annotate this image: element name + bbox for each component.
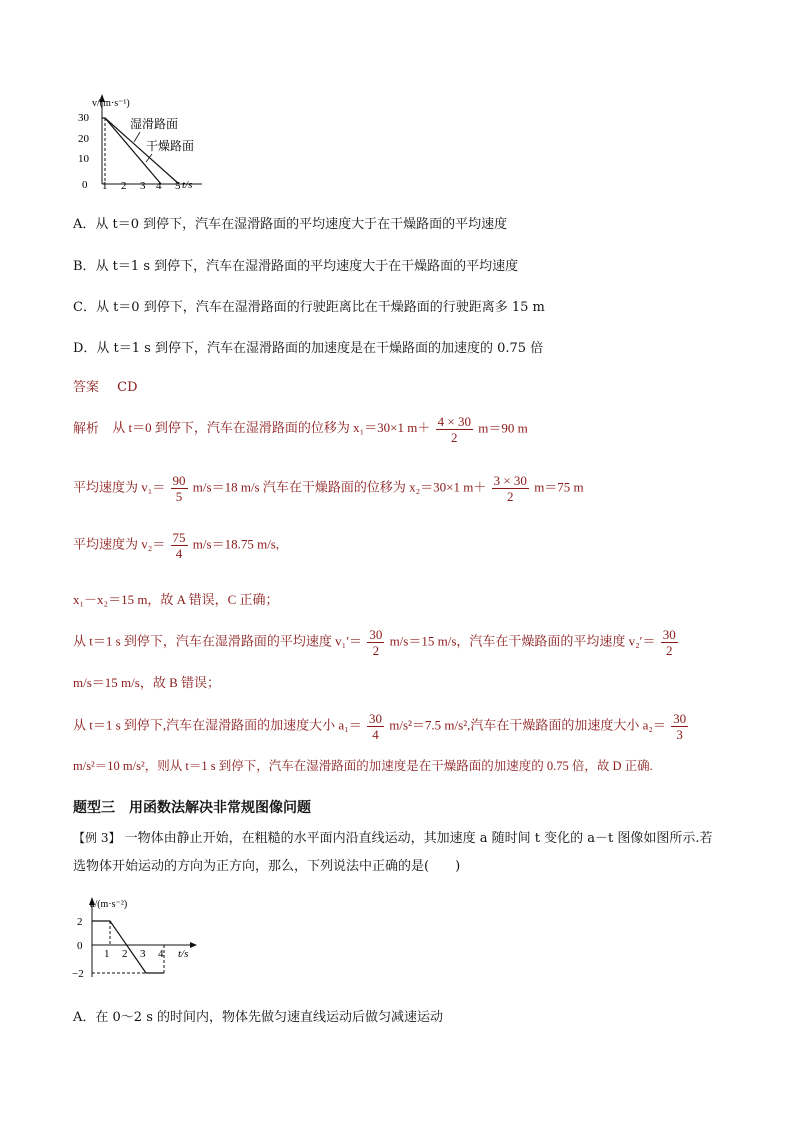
xtick-1: 1 [104,948,110,960]
example-line-2: 选物体开始运动的方向为正方向，那么，下列说法中正确的是( ) [73,859,461,874]
xtick-1: 1 [102,180,108,192]
numerator: 30 [368,711,382,726]
ytick-0: 0 [77,940,83,952]
analysis-text: 从 t＝0 到停下，汽车在湿滑路面的位移为 x₁＝30×1 m＋ [112,420,431,436]
denominator: 2 [507,489,514,504]
xtick-3: 3 [140,948,146,960]
denominator: 4 [175,546,183,561]
fraction [367,711,384,742]
ytick-10: 10 [78,153,89,165]
analysis-text: m/s＝15 m/s，汽车在干燥路面的平均速度 v₂′＝ [389,633,656,649]
analysis-line-6: m/s＝15 m/s，故 B 错误； [73,675,220,690]
x-axis-arrow [190,942,197,948]
numerator: 30 [369,627,383,642]
analysis-line-2 [73,473,584,504]
xtick-5: 5 [175,180,181,192]
chart2-xlabel: t/s [178,948,189,960]
section-title: 题型三 用函数法解决非常规图像问题 [73,800,311,816]
analysis-line-5 [73,627,680,658]
option-b: B．从 t＝1 s 到停下，汽车在湿滑路面的平均速度大于在干燥路面的平均速度 [73,259,519,274]
example-text: 一物体由静止开始，在粗糙的水平面内沿直线运动，其加速度 a 随时间 t 变化的 a－t 图像如图所示.若 [124,831,713,846]
xtick-3: 3 [140,180,146,192]
denominator: 5 [175,489,183,504]
numerator: 90 [172,473,186,488]
analysis-text: m/s²＝7.5 m/s²,汽车在干燥路面的加速度大小 a₂＝ [389,717,666,733]
analysis-text: 从 t＝1 s 到停下,汽车在湿滑路面的加速度大小 a₁＝ [73,717,362,733]
analysis-label: 解析 [73,420,100,436]
numerator: 30 [662,627,676,642]
analysis-text: m＝90 m [478,420,528,436]
numerator: 75 [172,530,186,545]
analysis-text: m/s＝18 m/s 汽车在干燥路面的位移为 x₂＝30×1 m＋ [192,479,487,495]
numerator: 4 × 30 [437,414,471,429]
answer-value: CD [117,380,138,395]
ytick-0: 0 [82,179,88,191]
chart1-ylabel: v/(m·s⁻¹) [92,98,130,109]
ytick-neg2: −2 [72,968,84,980]
ytick-2: 2 [77,916,83,928]
xtick-4: 4 [156,180,162,192]
ytick-20: 20 [78,133,89,145]
analysis-text: 平均速度为 v₂＝ [73,536,166,552]
fraction [171,473,188,504]
wet-road-label: 湿滑路面 [130,117,179,131]
fraction [671,711,688,742]
denominator: 2 [666,643,673,658]
analysis-text: 从 t＝1 s 到停下，汽车在湿滑路面的平均速度 v₁′＝ [73,633,363,649]
xtick-2: 2 [121,180,127,192]
xtick-4: 4 [158,948,164,960]
analysis-line-3 [73,530,279,561]
answer-label: 答案 [73,380,100,395]
option2-a: A．在 0～2 s 的时间内，物体先做匀速直线运动后做匀减速运动 [73,1010,443,1025]
analysis-text: 平均速度为 v₁＝ [73,479,166,495]
denominator: 3 [676,727,683,742]
denominator: 4 [372,727,379,742]
xtick-2: 2 [122,948,128,960]
denominator: 2 [372,643,380,658]
fraction [492,473,529,504]
numerator: 30 [673,711,687,726]
answer-line [73,376,138,395]
acceleration-time-chart [70,895,210,985]
option-d: D．从 t＝1 s 到停下，汽车在湿滑路面的加速度是在干燥路面的加速度的 0.75 倍 [73,341,544,356]
option-c: C．从 t＝0 到停下，汽车在湿滑路面的行驶距离比在干燥路面的行驶距离多 15 m [73,300,545,315]
fraction [661,627,678,658]
velocity-time-chart [70,92,210,192]
dry-road-label: 干燥路面 [146,139,195,153]
denominator: 2 [451,430,458,445]
wet-pointer [134,132,140,142]
analysis-line-1 [73,414,528,445]
analysis-line-7 [73,711,690,742]
option-a: A．从 t＝0 到停下，汽车在湿滑路面的平均速度大于在干燥路面的平均速度 [73,217,508,232]
fraction [367,627,384,658]
analysis-text: m/s＝18.75 m/s, [192,536,280,552]
acceleration-line [92,921,164,973]
ytick-30: 30 [78,112,89,124]
analysis-line-8: m/s²＝10 m/s²，则从 t＝1 s 到停下，汽车在湿滑路面的加速度是在干燥路面的加速度的 0.75 倍，故 D 正确. [73,759,653,773]
chart1-xlabel: t/s [182,179,193,191]
example-line-1 [73,827,712,846]
analysis-line-4: x₁－x₂＝15 m，故 A 错误，C 正确； [73,592,279,607]
fraction [436,414,473,445]
example-tag: 【例 3】 [73,831,121,845]
analysis-text: m＝75 m [534,479,584,495]
numerator: 3 × 30 [493,473,527,488]
fraction [171,530,188,561]
chart2-ylabel: a/(m·s⁻²) [90,899,128,910]
